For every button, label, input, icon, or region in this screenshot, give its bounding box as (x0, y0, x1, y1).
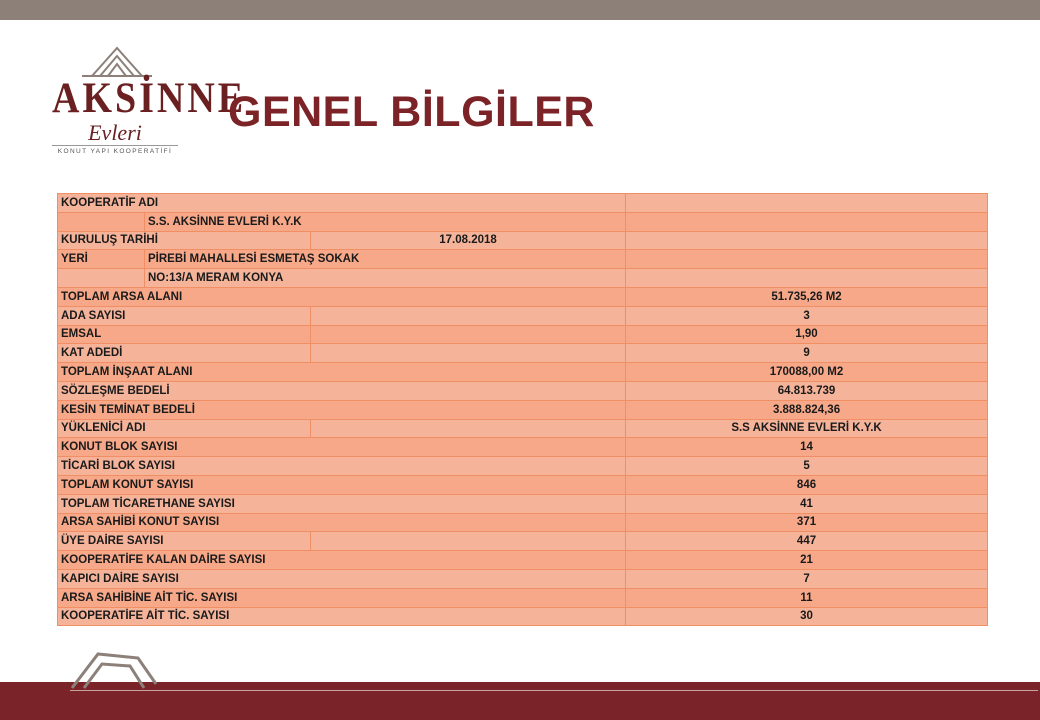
top-bar (0, 0, 1040, 20)
row-value: 21 (626, 551, 988, 570)
row-value: 846 (626, 475, 988, 494)
row-value: 30 (626, 607, 988, 626)
row-value (626, 194, 988, 213)
row-value (626, 269, 988, 288)
row-detail: PİREBİ MAHALLESİ ESMETAŞ SOKAK (145, 250, 626, 269)
row-label: TOPLAM TİCARETHANE SAYISI (58, 494, 626, 513)
table-row (58, 287, 988, 306)
row-label: KONUT BLOK SAYISI (58, 438, 626, 457)
row-value: 1,90 (626, 325, 988, 344)
table-row (58, 231, 988, 250)
row-detail: 17.08.2018 (311, 231, 626, 250)
row-value: 7 (626, 569, 988, 588)
row-value: 5 (626, 457, 988, 476)
table-row (58, 381, 988, 400)
row-value: S.S AKSİNNE EVLERİ K.Y.K (626, 419, 988, 438)
logo-divider (52, 145, 178, 146)
row-value: 170088,00 M2 (626, 363, 988, 382)
row-value (626, 231, 988, 250)
row-value: 3 (626, 306, 988, 325)
row-spacer (311, 532, 626, 551)
table-row (58, 457, 988, 476)
row-label: YERİ (58, 250, 145, 269)
logo-tagline: KONUT YAPI KOOPERATİFİ (57, 148, 173, 155)
row-value: 11 (626, 588, 988, 607)
table-row (58, 250, 988, 269)
table-row (58, 344, 988, 363)
row-label: KOOPERATİF ADI (58, 194, 626, 213)
row-spacer (311, 325, 626, 344)
row-value: 64.813.739 (626, 381, 988, 400)
logo-brand: AKSİNNE (52, 73, 247, 123)
table-row (58, 306, 988, 325)
table-row (58, 419, 988, 438)
row-label: TİCARİ BLOK SAYISI (58, 457, 626, 476)
row-label (58, 212, 145, 231)
row-value (626, 250, 988, 269)
row-label: TOPLAM İNŞAAT ALANI (58, 363, 626, 382)
row-value: 14 (626, 438, 988, 457)
table-row (58, 400, 988, 419)
row-label: KAPICI DAİRE SAYISI (58, 569, 626, 588)
page-title: GENEL BİLGİLER (228, 88, 595, 136)
table-row (58, 532, 988, 551)
logo-sub: Evleri (88, 120, 142, 145)
row-label (58, 269, 145, 288)
row-label: KAT ADEDİ (58, 344, 311, 363)
table-row (58, 513, 988, 532)
row-label: TOPLAM KONUT SAYISI (58, 475, 626, 494)
table-row (58, 551, 988, 570)
row-value: 41 (626, 494, 988, 513)
row-value (626, 212, 988, 231)
row-label: KESİN TEMİNAT BEDELİ (58, 400, 626, 419)
row-value: 3.888.824,36 (626, 400, 988, 419)
row-label: ADA SAYISI (58, 306, 311, 325)
table-row (58, 212, 988, 231)
row-label: YÜKLENİCİ ADI (58, 419, 311, 438)
row-label: TOPLAM ARSA ALANI (58, 287, 626, 306)
bottom-divider (70, 690, 1038, 691)
table-row (58, 438, 988, 457)
row-label: SÖZLEŞME BEDELİ (58, 381, 626, 400)
logo (52, 42, 247, 160)
table-row (58, 363, 988, 382)
row-label: KOOPERATİFE KALAN DAİRE SAYISI (58, 551, 626, 570)
row-value: 447 (626, 532, 988, 551)
row-spacer (311, 344, 626, 363)
table-row (58, 569, 988, 588)
row-value: 371 (626, 513, 988, 532)
row-detail: NO:13/A MERAM KONYA (145, 269, 626, 288)
row-label: ÜYE DAİRE SAYISI (58, 532, 311, 551)
row-label: EMSAL (58, 325, 311, 344)
table-row (58, 494, 988, 513)
row-label: ARSA SAHİBİNE AİT TİC. SAYISI (58, 588, 626, 607)
row-detail: S.S. AKSİNNE EVLERİ K.Y.K (145, 212, 626, 231)
row-value: 51.735,26 M2 (626, 287, 988, 306)
table-row (58, 607, 988, 626)
table-row (58, 588, 988, 607)
table-row (58, 194, 988, 213)
table-row (58, 475, 988, 494)
row-spacer (311, 306, 626, 325)
row-label: ARSA SAHİBİ KONUT SAYISI (58, 513, 626, 532)
table-row (58, 325, 988, 344)
row-label: KOOPERATİFE AİT TİC. SAYISI (58, 607, 626, 626)
table-row (58, 269, 988, 288)
info-table (57, 193, 988, 626)
footer-emblem-icon (68, 644, 160, 696)
row-value: 9 (626, 344, 988, 363)
row-label: KURULUŞ TARİHİ (58, 231, 311, 250)
row-spacer (311, 419, 626, 438)
